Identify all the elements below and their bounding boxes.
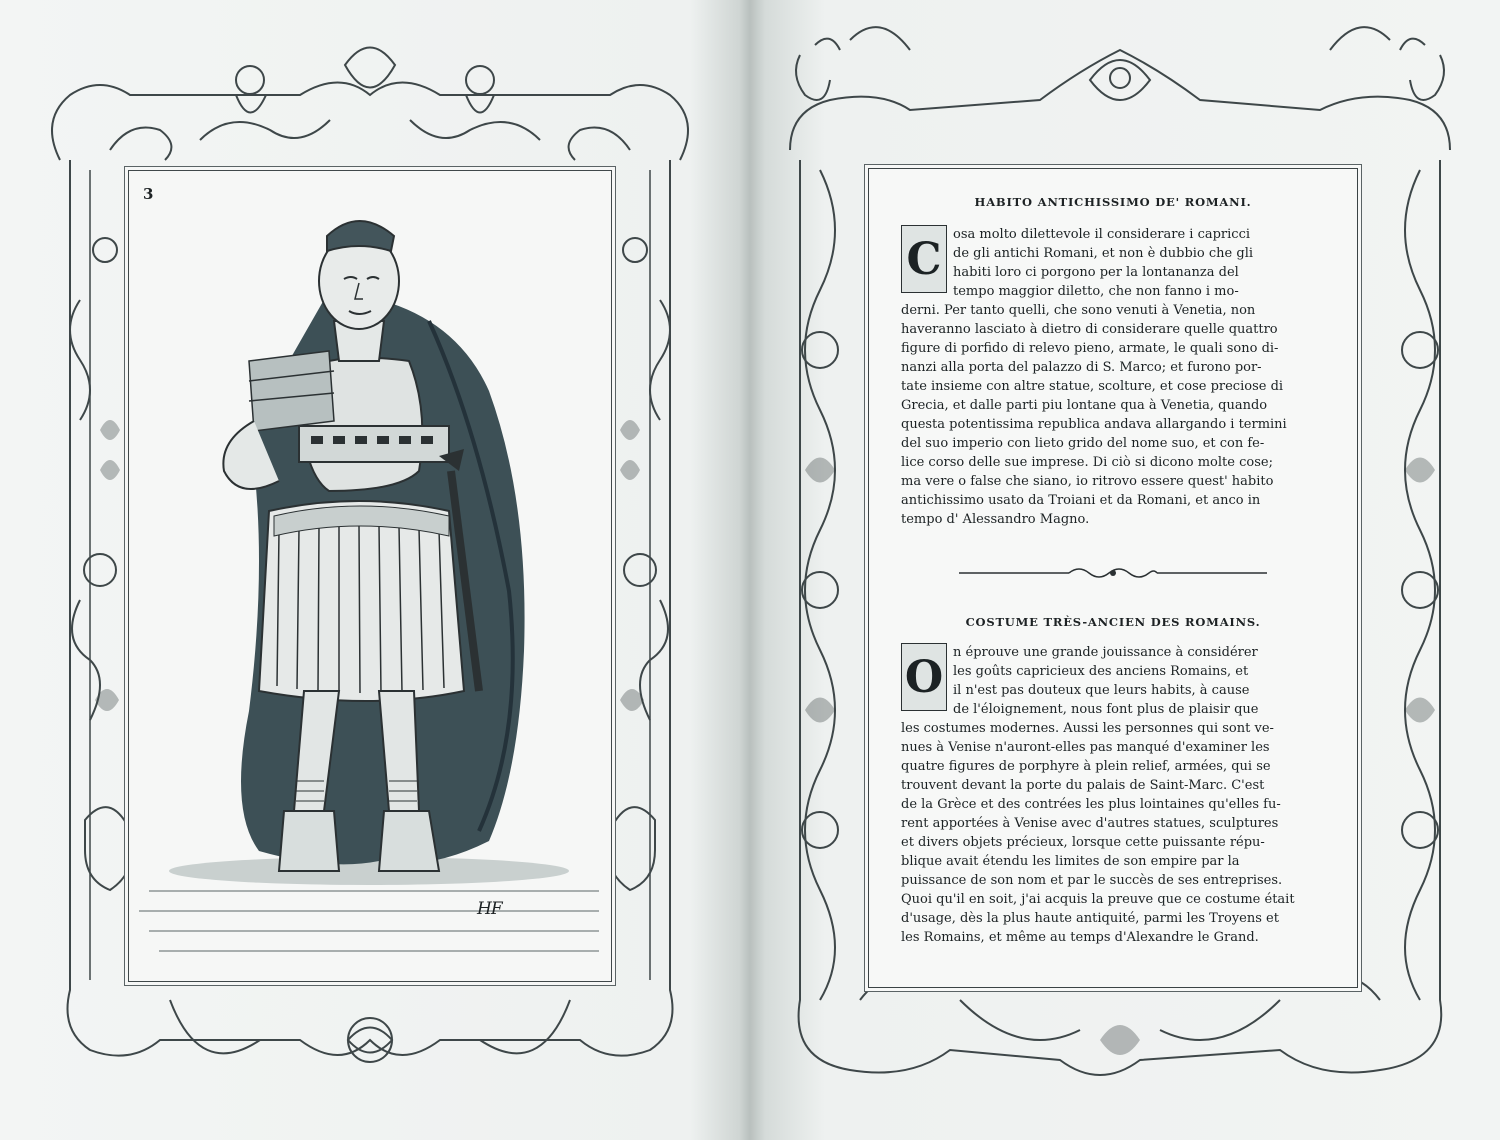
text-line: puissance de son nom et par le succès de ses entreprises.	[901, 873, 1283, 888]
plate-number: 3	[143, 185, 154, 203]
text-line: haveranno lasciato à dietro di considerare quelle quattro	[901, 322, 1278, 337]
text-line: tempo maggior diletto, che non fanno i mo-	[953, 284, 1239, 299]
text-line: Grecia, et dalle parti piu lontane qua à Venetia, quando	[901, 398, 1268, 413]
text-line: questa potentissima republica andava allargando i termini	[901, 417, 1287, 432]
italian-initial-letter: C	[906, 233, 942, 285]
text-line: tate insieme con altre statue, scolture, et cose preciose di	[901, 379, 1284, 394]
text-line: et divers objets précieux, lorsque cette puissante répu-	[901, 835, 1265, 850]
right-page	[760, 0, 1500, 1140]
text-line: il n'est pas douteux que leurs habits, à cause	[953, 683, 1250, 698]
roman-soldier-illustration	[129, 171, 611, 981]
text-line: les Romains, et même au temps d'Alexandre le Grand.	[901, 930, 1259, 945]
engraver-monogram: HF	[477, 899, 502, 919]
french-drop-initial	[901, 643, 947, 711]
text-line: habiti loro ci porgono per la lontananza del	[953, 265, 1239, 280]
french-initial-letter: O	[904, 651, 944, 703]
text-line: tempo d' Alessandro Magno.	[901, 512, 1090, 527]
text-line: de l'éloignement, nous font plus de plaisir que	[953, 702, 1259, 717]
text-line: les goûts capricieux des anciens Romains, et	[953, 664, 1249, 679]
text-line: derni. Per tanto quelli, che sono venuti à Venetia, non	[901, 303, 1256, 318]
text-line: nues à Venise n'auront-elles pas manqué d'examiner les	[901, 740, 1270, 755]
text-line: de la Grèce et des contrées les plus lointaines qu'elles fu-	[901, 797, 1281, 812]
text-line: quatre figures de porphyre à plein relief, armées, qui se	[901, 759, 1271, 774]
ornamental-divider	[959, 563, 1267, 583]
left-page	[0, 0, 740, 1140]
text-line: figure di porfido di relevo pieno, armate, le quali sono di-	[901, 341, 1279, 356]
italian-heading: HABITO ANTICHISSIMO DE' ROMANI.	[974, 195, 1252, 209]
text-line: n éprouve une grande jouissance à considérer	[953, 645, 1258, 660]
italian-drop-initial	[901, 225, 947, 293]
text-line: blique avait étendu les limites de son empire par la	[901, 854, 1240, 869]
text-line: Quoi qu'il en soit, j'ai acquis la preuve que ce costume était	[901, 892, 1295, 907]
text-line: nanzi alla porta del palazzo di S. Marco; et furono por-	[901, 360, 1262, 375]
french-heading: COSTUME TRÈS-ANCIEN DES ROMAINS.	[965, 615, 1261, 629]
text-line: lice corso delle sue imprese. Di ciò si dicono molte cose;	[901, 455, 1273, 470]
text-line: rent apportées à Venise avec d'autres statues, sculptures	[901, 816, 1279, 831]
text-line: les costumes modernes. Aussi les personnes qui sont ve-	[901, 721, 1274, 736]
text-panel	[868, 168, 1358, 988]
text-line: trouvent devant la porte du palais de Saint-Marc. C'est	[901, 778, 1265, 793]
text-line: ma vere o false che siano, io ritrovo essere quest' habito	[901, 474, 1274, 489]
text-line: d'usage, dès la plus haute antiquité, parmi les Troyens et	[901, 911, 1279, 926]
costume-plate	[128, 170, 612, 982]
text-line: osa molto dilettevole il considerare i capricci	[953, 227, 1251, 242]
text-line: de gli antichi Romani, et non è dubbio che gli	[953, 246, 1254, 261]
text-line: del suo imperio con lieto grido del nome suo, et con fe-	[901, 436, 1265, 451]
text-line: antichissimo usato da Troiani et da Romani, et anco in	[901, 493, 1261, 508]
